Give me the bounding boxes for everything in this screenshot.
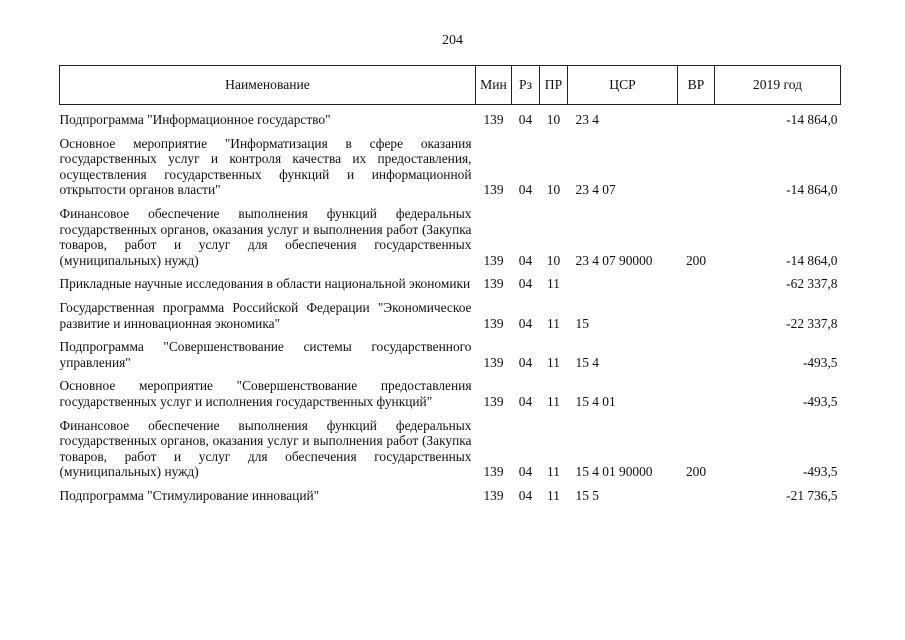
row-pr: 10 (546, 112, 561, 127)
header-rz: Рз (512, 66, 540, 105)
row-pr: 11 (547, 276, 560, 292)
row-pr: 10 (546, 252, 561, 268)
row-csr: 15 4 01 90000 (575, 464, 653, 480)
row-vr (678, 105, 715, 128)
row-name: Основное мероприятие "Совершенствование предоставления государственных услуг и исполнения государственных функций" (59, 378, 472, 409)
row-csr: 15 4 01 (575, 393, 616, 409)
row-name: Основное мероприятие "Информатизация в сфере оказания государственных услуг и контроля качества их предоставления, осуществления государственных функций и информационной открытости органов власти" (59, 135, 472, 198)
row-amount: -493,5 (802, 354, 838, 370)
row-amount: -14 864,0 (786, 252, 838, 268)
row-name: Государственная программа Российской Федерации "Экономическое развитие и инновационная экономика" (59, 299, 472, 331)
table-row (60, 198, 841, 268)
row-min: 139 (483, 393, 504, 409)
row-rz: 04 (518, 112, 533, 127)
table-row (60, 410, 841, 480)
table-row (60, 128, 841, 198)
row-vr (678, 480, 715, 504)
row-name: Подпрограмма "Совершенствование системы государственного управления" (59, 339, 472, 370)
table-row (60, 480, 841, 504)
header-year: 2019 год (715, 66, 841, 105)
row-name: Финансовое обеспечение выполнения функций федеральных государственных органов, оказания услуг и выполнения работ (Закупка товаров, работ и услуг для обеспечения государственных (муниципальных) нужд) (59, 205, 472, 268)
row-rz: 04 (518, 315, 533, 331)
row-amount: -14 864,0 (786, 182, 838, 198)
row-min: 139 (483, 315, 504, 331)
row-csr: 15 5 (575, 487, 599, 503)
row-vr (678, 370, 715, 409)
row-min: 139 (483, 464, 504, 480)
header-name: Наименование (60, 66, 476, 105)
row-amount: -21 736,5 (786, 487, 838, 503)
table-row (60, 370, 841, 409)
page-number: 204 (442, 33, 463, 48)
row-min: 139 (483, 182, 504, 198)
table-header-row (60, 66, 841, 105)
row-vr (678, 268, 715, 292)
table-row (60, 105, 841, 128)
row-pr: 11 (547, 354, 560, 370)
budget-table (59, 65, 841, 503)
header-vr: ВР (678, 66, 715, 105)
row-rz: 04 (518, 182, 533, 198)
row-min: 139 (483, 252, 504, 268)
row-vr: 200 (685, 464, 707, 480)
row-amount: -22 337,8 (786, 315, 838, 331)
row-amount: -493,5 (802, 393, 838, 409)
row-amount: -62 337,8 (786, 276, 838, 292)
row-rz: 04 (518, 252, 533, 268)
table-row (60, 268, 841, 292)
row-name: Подпрограмма "Информационное государство" (59, 112, 331, 127)
row-csr: 15 4 (575, 354, 599, 370)
row-csr: 23 4 07 (575, 182, 616, 198)
row-vr: 200 (685, 252, 707, 268)
row-csr: 15 (575, 315, 589, 331)
header-csr: ЦСР (568, 66, 678, 105)
row-amount: -493,5 (802, 464, 838, 480)
row-csr (568, 268, 678, 292)
row-name: Финансовое обеспечение выполнения функций федеральных государственных органов, оказания услуг и выполнения работ (Закупка товаров, работ и услуг для обеспечения государственных (муниципальных) нужд) (59, 417, 472, 480)
row-min: 139 (483, 487, 504, 503)
row-rz: 04 (518, 276, 533, 292)
row-vr (678, 292, 715, 331)
row-min: 139 (483, 354, 504, 370)
row-csr: 23 4 07 90000 (575, 252, 653, 268)
row-name: Прикладные научные исследования в области национальной экономики (59, 276, 471, 292)
row-pr: 11 (547, 487, 560, 503)
row-rz: 04 (518, 487, 533, 503)
table-row (60, 331, 841, 370)
row-pr: 10 (546, 182, 561, 198)
row-name: Подпрограмма "Стимулирование инноваций" (59, 487, 320, 503)
row-pr: 11 (547, 393, 560, 409)
row-rz: 04 (518, 464, 533, 480)
row-pr: 11 (547, 464, 560, 480)
row-vr (678, 331, 715, 370)
row-vr (678, 128, 715, 198)
header-pr: ПР (540, 66, 568, 105)
row-rz: 04 (518, 354, 533, 370)
row-rz: 04 (518, 393, 533, 409)
row-min: 139 (483, 276, 504, 292)
header-min: Мин (476, 66, 512, 105)
table-row (60, 292, 841, 331)
row-min: 139 (483, 112, 504, 127)
row-amount: -14 864,0 (786, 112, 838, 127)
row-pr: 11 (547, 315, 560, 331)
row-csr: 23 4 (575, 112, 599, 127)
